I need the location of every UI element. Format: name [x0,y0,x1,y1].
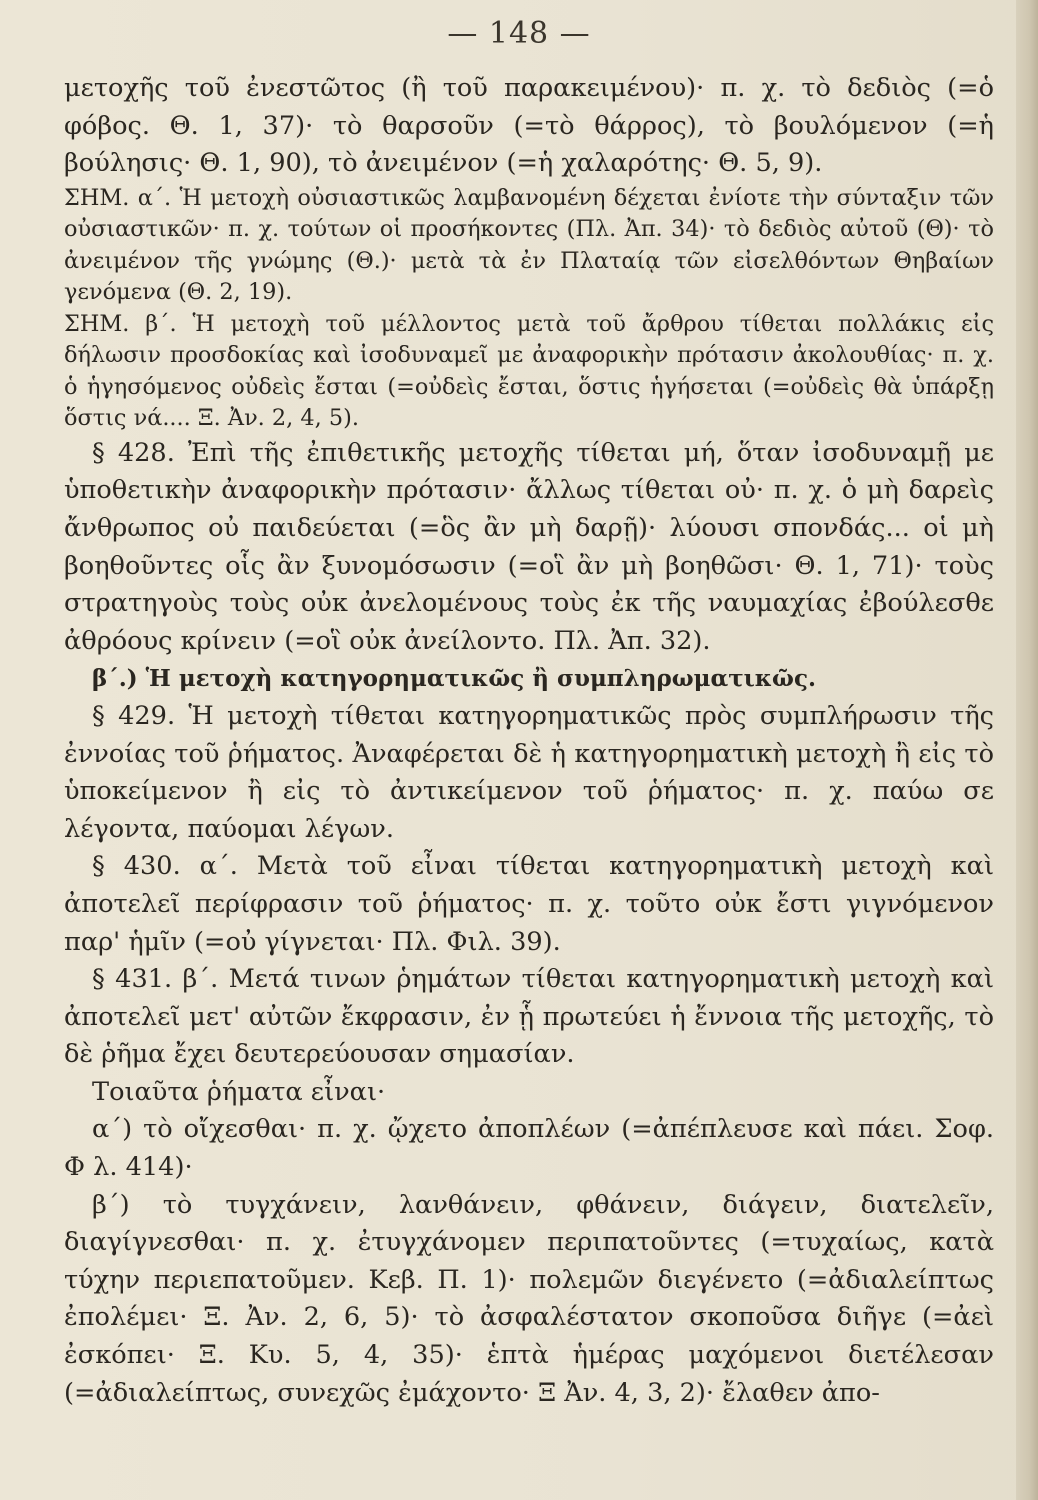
section-428: § 428. Ἐπὶ τῆς ἐπιθετικῆς μετοχῆς τίθεται μή, ὅταν ἰσοδυναμῇ με ὑποθετικὴν ἀναφορικὴν πρότασιν· ἄλλως τίθεται οὐ· π. χ. ὁ μὴ δαρεὶς ἄνθρωπος οὐ παιδεύεται (=ὃς ἂν μὴ δαρῇ)· λύουσι σπονδάς... οἱ μὴ βοηθοῦντες οἷς ἂν ξυνομόσωσιν (=οἳ ἂν μὴ βοηθῶσι· Θ. 1, 71)· τοὺς στρατηγοὺς τοὺς οὐκ ἀνελομένους τοὺς ἐκ τῆς ναυμαχίας ἐβούλεσθε ἀθρόους κρίνειν (=οἳ οὐκ ἀνείλοντο. Πλ. Ἀπ. 32). [64,437,994,656]
body-text [64,70,994,1412]
section-429: § 429. Ἡ μετοχὴ τίθεται κατηγορηματικῶς πρὸς συμπλήρωσιν τῆς ἐννοίας τοῦ ῥήματος. Ἀναφέρεται δὲ ἡ κατηγορηματικὴ μετοχὴ ἢ εἰς τὸ ὑποκείμενον ἢ εἰς τὸ ἀντικείμενον τοῦ ῥήματος· π. χ. παύω σε λέγοντα, παύομαι λέγων. [64,700,994,844]
section-430: § 430. α΄. Μετὰ τοῦ εἶναι τίθεται κατηγορηματικὴ μετοχὴ καὶ ἀποτελεῖ περίφρασιν τοῦ ῥήματος· π. χ. τοῦτο οὐκ ἔστι γιγνόμενον παρ' ἡμῖν (=οὐ γίγνεται· Πλ. Φιλ. 39). [64,851,994,957]
section-heading: β΄.) Ἡ μετοχὴ κατηγορηματικῶς ἢ συμπληρωματικῶς. [92,665,816,693]
item-alpha: α΄) τὸ οἴχεσθαι· π. χ. ᾤχετο ἀποπλέων (=ἀπέπλευσε καὶ πάει. Σοφ. Φ λ. 414)· [64,1114,994,1183]
page-binding-edge [1016,0,1038,1500]
section-431: § 431. β΄. Μετά τινων ῥημάτων τίθεται κατηγορηματικὴ μετοχὴ καὶ ἀποτελεῖ μετ' αὐτῶν ἔκφρασιν, ἐν ᾗ πρωτεύει ἡ ἔννοια τῆς μετοχῆς, τὸ δὲ ῥῆμα ἔχει δευτερεύουσαν σημασίαν. [64,964,994,1070]
verbs-intro: Τοιαῦτα ῥήματα εἶναι· [92,1076,386,1107]
paragraph-continuation: μετοχῆς τοῦ ἐνεστῶτος (ἢ τοῦ παρακειμένου)· π. χ. τὸ δεδιὸς (=ὁ φόβος. Θ. 1, 37)· τὸ θαρσοῦν (=τὸ θάρρος), τὸ βουλόμενον (=ἡ βούλησις· Θ. 1, 90), τὸ ἀνειμένον (=ἡ χαλαρότης· Θ. 5, 9). [64,73,994,179]
item-beta: β΄) τὸ τυγχάνειν, λανθάνειν, φθάνειν, διάγειν, διατελεῖν, διαγίγνεσθαι· π. χ. ἐτυγχάνομεν περιπατοῦντες (=τυχαίως, κατὰ τύχην περιεπατοῦμεν. Κεβ. Π. 1)· πολεμῶν διεγένετο (=ἀδιαλείπτως ἐπολέμει· Ξ. Ἀν. 2, 6, 5)· τὸ ἀσφαλέστατον σκοποῦσα διῆγε (=ἀεὶ ἐσκόπει· Ξ. Κυ. 5, 4, 35)· ἑπτὰ ἡμέρας μαχόμενοι διετέλεσαν (=ἀδιαλείπτως, συνεχῶς ἐμάχοντο· Ξ Ἀν. 4, 3, 2)· ἔλαθεν ἀπο- [64,1189,994,1408]
note-beta: ΣΗΜ. β΄. Ἡ μετοχὴ τοῦ μέλλοντος μετὰ τοῦ ἄρθρου τίθεται πολλάκις εἰς δήλωσιν προσδοκίας καὶ ἰσοδυναμεῖ με ἀναφορικὴν πρότασιν ἀκολουθίας· π. χ. ὁ ἡγησόμενος οὐδεὶς ἔσται (=οὐδεὶς ἔσται, ὅστις ἡγήσεται (=οὐδεὶς θὰ ὑπάρξῃ ὅστις νά.... Ξ. Ἀν. 2, 4, 5). [64,310,994,432]
note-alpha: ΣΗΜ. α΄. Ἡ μετοχὴ οὐσιαστικῶς λαμβανομένη δέχεται ἐνίοτε τὴν σύνταξιν τῶν οὐσιαστικῶν· π. χ. τούτων οἱ προσήκοντες (Πλ. Ἀπ. 34)· τὸ δεδιὸς αὐτοῦ (Θ)· τὸ ἀνειμένον τῆς γνώμης (Θ.)· μετὰ τὰ ἐν Πλαταίᾳ τῶν εἰσελθόντων Θηβαίων γενόμενα (Θ. 2, 19). [64,184,994,306]
page-number: — 148 — [447,16,591,51]
